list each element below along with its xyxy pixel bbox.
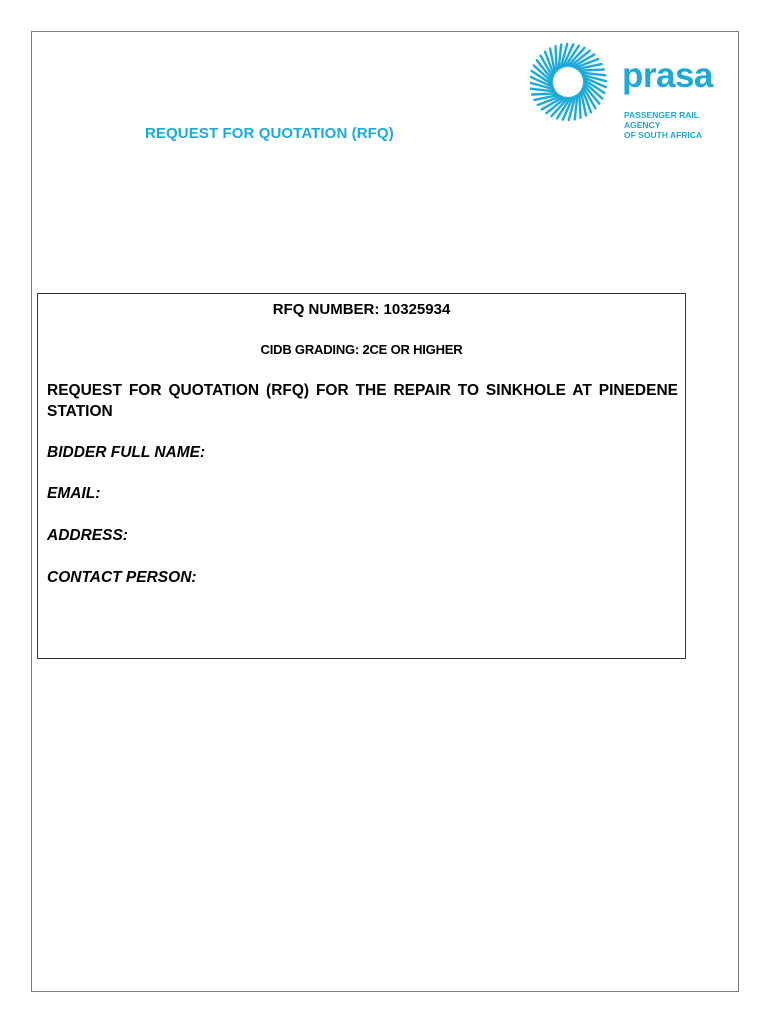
contact-person-label: CONTACT PERSON:: [47, 569, 197, 586]
cidb-grading: CIDB GRADING: 2CE OR HIGHER: [260, 342, 463, 357]
prasa-logo: [530, 38, 730, 140]
logo-agency-line2: OF SOUTH AFRICA: [624, 130, 703, 140]
rfq-number: RFQ NUMBER: 10325934: [272, 301, 451, 318]
logo-brand-text: prasa: [622, 56, 713, 95]
logo-agency-line1: PASSENGER RAIL AGENCY: [624, 110, 699, 130]
bidder-full-name-label: BIDDER FULL NAME:: [47, 444, 206, 461]
logo-agency-text: [624, 110, 734, 140]
document-title: REQUEST FOR QUOTATION (RFQ): [145, 125, 394, 142]
address-label: ADDRESS:: [47, 527, 128, 544]
rfq-info-box: [37, 293, 686, 659]
prasa-sunburst-logo-icon: [530, 38, 610, 128]
rfq-heading: REQUEST FOR QUOTATION (RFQ) FOR THE REPAIR TO SINKHOLE AT PINEDENE STATION: [47, 382, 678, 420]
email-label: EMAIL:: [47, 485, 101, 502]
